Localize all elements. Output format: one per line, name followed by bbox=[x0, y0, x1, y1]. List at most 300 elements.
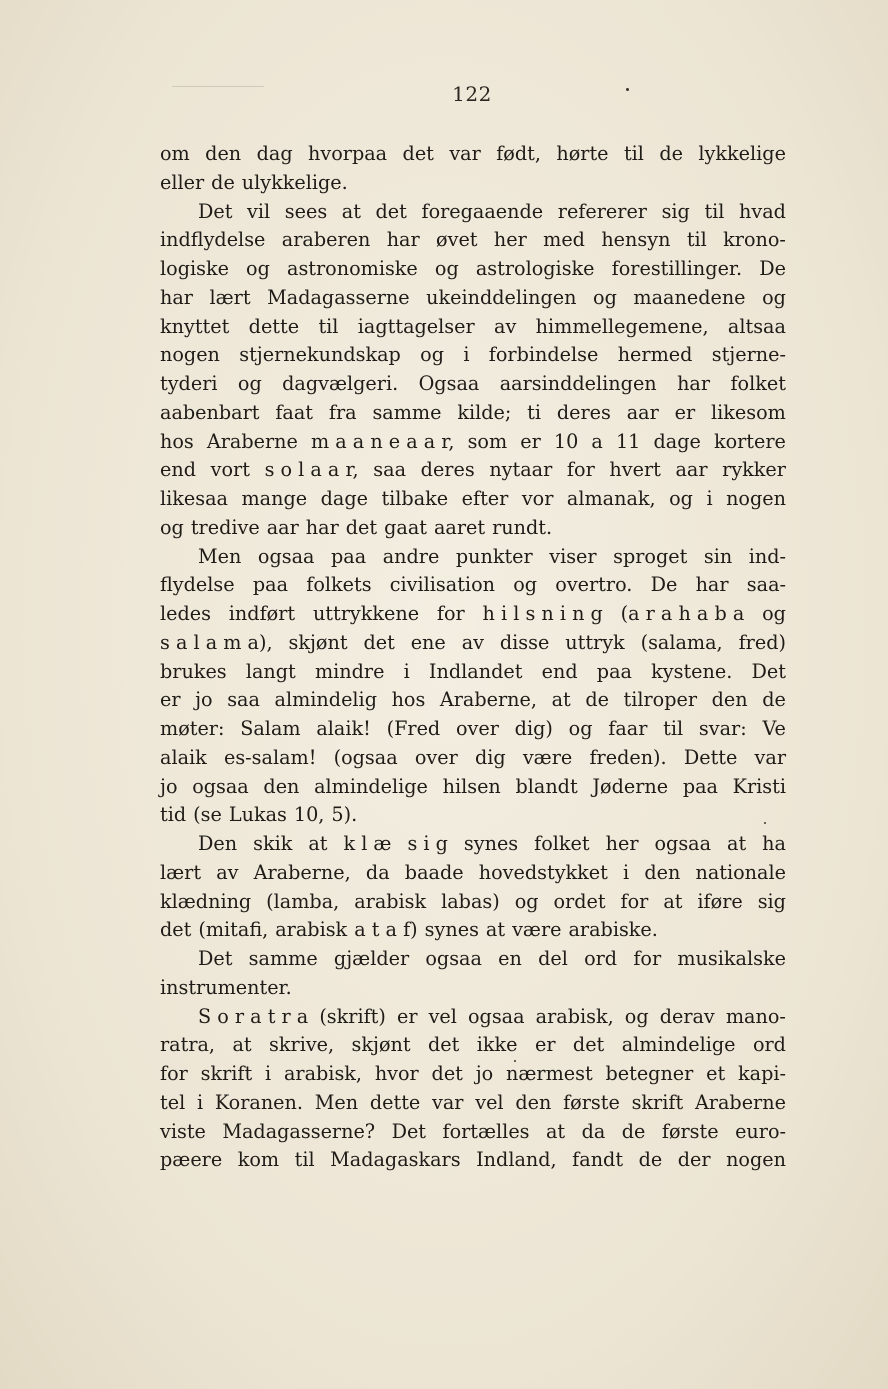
word: til bbox=[663, 717, 684, 740]
word: synes bbox=[463, 832, 519, 855]
text-line bbox=[160, 370, 786, 399]
word: for bbox=[566, 458, 595, 482]
word: skrift bbox=[631, 1090, 684, 1114]
body-text bbox=[160, 140, 786, 1175]
word: De bbox=[650, 573, 678, 597]
word: Madagasserne? bbox=[222, 1119, 376, 1143]
text-line bbox=[160, 744, 786, 773]
word: over bbox=[455, 717, 499, 740]
word: dig bbox=[474, 745, 506, 769]
word: hensyn bbox=[601, 228, 671, 252]
word: disse bbox=[499, 630, 550, 654]
word: faat bbox=[275, 400, 314, 424]
word: logiske bbox=[160, 257, 229, 280]
word: klædning bbox=[160, 889, 252, 913]
word: hos bbox=[160, 429, 194, 453]
word: det bbox=[345, 515, 378, 539]
text-line bbox=[160, 830, 786, 859]
word: lykkelige bbox=[698, 142, 786, 165]
word: ukeinddelingen bbox=[426, 285, 577, 309]
word: dig) bbox=[514, 717, 553, 740]
word: av bbox=[216, 860, 239, 884]
text-line bbox=[160, 1118, 786, 1147]
word: blandt bbox=[515, 774, 578, 798]
word: hovedstykket bbox=[478, 860, 608, 884]
text-line bbox=[160, 543, 786, 572]
word: aabenbart bbox=[160, 400, 260, 424]
word: og bbox=[237, 372, 262, 395]
word: stjernekundskap bbox=[239, 343, 401, 367]
word: i bbox=[623, 860, 630, 884]
word: kortere bbox=[713, 429, 786, 453]
word: brukes bbox=[160, 659, 227, 683]
word: Araberne bbox=[694, 1090, 786, 1114]
word: møter: bbox=[160, 717, 225, 740]
text-line bbox=[160, 226, 786, 255]
word: paa bbox=[252, 573, 289, 597]
word: det bbox=[431, 1062, 463, 1085]
word: tid bbox=[160, 803, 187, 827]
word: tilroper bbox=[623, 688, 698, 712]
word: tilbake bbox=[381, 487, 449, 510]
word: dag bbox=[256, 142, 293, 165]
word: da bbox=[581, 1119, 606, 1143]
text-line bbox=[160, 658, 786, 687]
word: Lukas bbox=[228, 803, 287, 827]
word: k l æ bbox=[343, 832, 392, 855]
word: almindelige bbox=[314, 774, 428, 798]
word: skrive, bbox=[269, 1033, 335, 1057]
word: Madagaskars bbox=[330, 1148, 461, 1172]
word: jo bbox=[160, 774, 178, 798]
word: knyttet bbox=[160, 314, 230, 338]
word: del bbox=[538, 947, 568, 970]
word: S o r a t r a bbox=[198, 1004, 309, 1028]
word: astronomiske bbox=[287, 257, 418, 280]
word: (ogsaa bbox=[333, 745, 398, 769]
word: de bbox=[211, 170, 235, 194]
word: krono- bbox=[723, 228, 786, 252]
word: med bbox=[543, 228, 585, 252]
word: nationale bbox=[695, 860, 786, 884]
word: forbindelse bbox=[488, 343, 599, 367]
text-line bbox=[160, 1031, 786, 1060]
word: freden). bbox=[589, 745, 667, 769]
word: og bbox=[513, 573, 538, 597]
word: fortælles bbox=[442, 1119, 530, 1143]
word: da bbox=[365, 860, 390, 884]
text-line bbox=[160, 485, 786, 514]
word: tel bbox=[160, 1090, 186, 1114]
word: almindelige bbox=[621, 1033, 736, 1057]
word: ogsaa bbox=[654, 832, 712, 855]
word: arabisk, bbox=[283, 1062, 363, 1085]
word: 5). bbox=[331, 803, 358, 827]
word: samme bbox=[372, 400, 442, 424]
text-line bbox=[160, 1060, 786, 1089]
word: jo bbox=[195, 688, 213, 712]
word: deres bbox=[420, 458, 475, 482]
word: og bbox=[762, 285, 786, 309]
word: over bbox=[414, 745, 458, 769]
word: nogen bbox=[160, 343, 220, 367]
word: de bbox=[621, 1119, 646, 1143]
word: baade bbox=[404, 860, 464, 884]
word: og bbox=[434, 257, 459, 280]
word: forestillinger. bbox=[611, 257, 743, 280]
word: nærmest bbox=[506, 1062, 593, 1085]
word: instrumenter. bbox=[160, 975, 292, 999]
word: vort bbox=[210, 458, 250, 482]
word: den bbox=[711, 688, 748, 712]
word: hilsen bbox=[442, 774, 501, 798]
word: den bbox=[515, 1090, 552, 1114]
word: i bbox=[265, 1062, 272, 1085]
word: arabisk, bbox=[535, 1004, 614, 1028]
word: og bbox=[420, 343, 444, 367]
word: ledes bbox=[160, 602, 211, 625]
word: synes bbox=[424, 918, 479, 942]
word: ha bbox=[762, 832, 786, 855]
word: ulykkelige. bbox=[241, 170, 348, 194]
word: har bbox=[386, 228, 420, 252]
word: dette bbox=[369, 1090, 421, 1114]
word: De bbox=[759, 257, 786, 280]
word: til bbox=[294, 1148, 315, 1172]
word: sees bbox=[284, 199, 328, 223]
word: saa bbox=[227, 688, 260, 712]
text-line bbox=[160, 600, 786, 629]
word: her bbox=[605, 832, 639, 855]
word: til bbox=[318, 314, 339, 338]
word: folket bbox=[534, 832, 590, 855]
word: den bbox=[205, 142, 242, 165]
word: (a r a h a b a bbox=[620, 602, 745, 625]
word: hermed bbox=[617, 343, 693, 367]
word: (skrift) bbox=[319, 1004, 386, 1028]
text-line bbox=[160, 1003, 786, 1032]
word: vel bbox=[475, 1090, 504, 1114]
word: indført bbox=[228, 602, 296, 625]
text-line bbox=[160, 1146, 786, 1175]
word: end bbox=[160, 458, 196, 482]
word: hørte bbox=[556, 142, 609, 165]
word: til bbox=[623, 142, 644, 165]
word: indflydelse bbox=[160, 228, 266, 252]
word: at bbox=[663, 889, 683, 913]
word: arabisk bbox=[354, 889, 427, 913]
word: i bbox=[196, 1090, 204, 1114]
word: Indlandet bbox=[428, 659, 523, 683]
text-line bbox=[160, 399, 786, 428]
word: 11 bbox=[615, 429, 641, 453]
word: Araberne, bbox=[253, 860, 351, 884]
word: de bbox=[762, 688, 786, 712]
word: altsaa bbox=[727, 314, 786, 338]
word: likesaa bbox=[160, 487, 228, 510]
text-line bbox=[160, 801, 786, 830]
word: i bbox=[706, 487, 713, 510]
text-line bbox=[160, 629, 786, 658]
word: fra bbox=[328, 400, 357, 424]
word: første bbox=[661, 1119, 719, 1143]
word: Salam bbox=[240, 717, 301, 740]
word: ogsaa bbox=[468, 1004, 525, 1028]
word: Madagasserne bbox=[267, 285, 410, 309]
word: gjælder bbox=[333, 947, 410, 970]
word: arabisk bbox=[275, 918, 348, 942]
word: og bbox=[246, 257, 270, 280]
word: langt bbox=[245, 659, 296, 683]
text-line bbox=[160, 428, 786, 457]
word: paa bbox=[682, 774, 718, 798]
word: Indland, bbox=[476, 1148, 557, 1172]
word: til bbox=[704, 199, 725, 223]
word: Araberne bbox=[206, 429, 298, 453]
word: til bbox=[686, 228, 707, 252]
text-line bbox=[160, 284, 786, 313]
word: dagvælgeri. bbox=[282, 372, 399, 395]
word: 10, bbox=[293, 803, 325, 827]
word: musikalske bbox=[677, 947, 786, 970]
word: uttryk bbox=[565, 630, 625, 654]
word: at bbox=[232, 1033, 252, 1057]
word: sig bbox=[661, 199, 690, 223]
word: Men bbox=[314, 1090, 359, 1114]
word: s i g bbox=[407, 832, 448, 855]
word: første bbox=[563, 1090, 620, 1114]
word: aar bbox=[266, 515, 299, 539]
word: ti bbox=[527, 400, 542, 424]
word: de bbox=[638, 1148, 663, 1172]
word: paa bbox=[330, 544, 367, 568]
word: hvad bbox=[739, 199, 786, 223]
word: har bbox=[160, 285, 193, 309]
word: mindre bbox=[314, 659, 385, 683]
word: kystene. bbox=[651, 659, 733, 683]
word: har bbox=[305, 515, 339, 539]
word: foregaaende bbox=[421, 199, 544, 223]
word: mano- bbox=[725, 1004, 786, 1028]
word: var bbox=[754, 745, 786, 769]
word: ikke bbox=[476, 1033, 518, 1057]
word: og bbox=[762, 602, 786, 625]
word: det bbox=[572, 1033, 605, 1057]
word: de bbox=[659, 142, 683, 165]
word: hvorpaa bbox=[308, 142, 388, 165]
word: og bbox=[514, 889, 539, 913]
word: s o l a a r, bbox=[264, 458, 359, 482]
word: fandt bbox=[572, 1148, 624, 1172]
word: skjønt bbox=[288, 630, 348, 654]
word: at bbox=[485, 918, 506, 942]
word: vel bbox=[428, 1004, 457, 1028]
word: aarsinddelingen bbox=[499, 372, 657, 395]
word: overtro. bbox=[555, 573, 633, 597]
word: Koranen. bbox=[214, 1090, 303, 1114]
text-line bbox=[160, 514, 786, 543]
word: a t a f) bbox=[354, 918, 418, 942]
word: at bbox=[308, 832, 328, 855]
word: andre bbox=[382, 544, 440, 568]
page-number: 122 bbox=[452, 82, 492, 106]
word: aar bbox=[626, 400, 659, 424]
word: hos bbox=[391, 688, 426, 712]
word: det bbox=[375, 199, 407, 223]
word: kapi- bbox=[738, 1062, 786, 1085]
text-line bbox=[160, 198, 786, 227]
text-line bbox=[160, 571, 786, 600]
text-line bbox=[160, 945, 786, 974]
word: ene bbox=[410, 630, 446, 654]
word: pæere bbox=[160, 1148, 223, 1172]
word: saa bbox=[373, 458, 407, 482]
text-line bbox=[160, 974, 786, 1003]
word: Dette bbox=[683, 745, 738, 769]
word: for bbox=[633, 947, 662, 970]
word: av bbox=[461, 630, 484, 654]
word: nogen bbox=[726, 487, 786, 510]
word: født, bbox=[496, 142, 541, 165]
word: lært bbox=[209, 285, 251, 309]
word: betegner bbox=[605, 1062, 694, 1085]
word: hvert bbox=[609, 458, 661, 482]
word: end bbox=[541, 659, 578, 683]
word: civilisation bbox=[389, 573, 495, 597]
word: sin bbox=[703, 544, 733, 568]
text-line bbox=[160, 255, 786, 284]
word: aar bbox=[675, 458, 708, 482]
word: ogsaa bbox=[192, 774, 249, 798]
word: (Fred bbox=[386, 717, 441, 740]
word: flydelse bbox=[160, 573, 235, 597]
word: Det bbox=[198, 947, 233, 970]
word: m a a n e a a r, bbox=[310, 429, 455, 453]
word: de bbox=[585, 688, 609, 712]
word: alaik! bbox=[316, 717, 371, 740]
word: ord bbox=[752, 1033, 786, 1057]
word: s a l a m a), bbox=[160, 630, 273, 654]
word: i bbox=[403, 659, 410, 683]
word: dage bbox=[653, 429, 701, 453]
word: jo bbox=[475, 1062, 494, 1085]
word: nytaar bbox=[489, 458, 553, 482]
word: Den bbox=[198, 832, 238, 855]
word: fred) bbox=[738, 630, 786, 654]
text-line bbox=[160, 456, 786, 485]
word: og bbox=[160, 515, 184, 539]
text-line bbox=[160, 888, 786, 917]
word: et bbox=[706, 1062, 726, 1085]
word: at bbox=[727, 832, 747, 855]
word: folket bbox=[730, 372, 786, 395]
word: almanak, bbox=[566, 487, 656, 510]
word: deres bbox=[556, 400, 611, 424]
word: skjønt bbox=[351, 1033, 411, 1057]
word: en bbox=[498, 947, 522, 970]
word: sproget bbox=[613, 544, 688, 568]
text-line bbox=[160, 313, 786, 342]
word: (salama, bbox=[640, 630, 723, 654]
word: ogsaa bbox=[425, 947, 482, 970]
word: vor bbox=[521, 487, 554, 510]
word: være bbox=[512, 918, 562, 942]
word: der bbox=[677, 1148, 711, 1172]
word: samme bbox=[248, 947, 318, 970]
word: likesom bbox=[711, 400, 786, 424]
word: har bbox=[677, 372, 711, 395]
word: refererer bbox=[557, 199, 647, 223]
text-line bbox=[160, 341, 786, 370]
word: astrologiske bbox=[475, 257, 595, 280]
word: derav bbox=[659, 1004, 715, 1028]
text-line bbox=[160, 916, 786, 945]
word: er bbox=[534, 1033, 556, 1057]
word: (lamba, bbox=[266, 889, 340, 913]
word: Araberne, bbox=[439, 688, 537, 712]
word: mange bbox=[241, 487, 308, 510]
word: det bbox=[428, 1033, 460, 1057]
word: viser bbox=[549, 544, 597, 568]
word: iagttagelser bbox=[357, 314, 475, 338]
word: svar: bbox=[698, 717, 747, 740]
word: rykker bbox=[722, 458, 786, 482]
word: gaat bbox=[384, 515, 427, 539]
word: i bbox=[463, 343, 470, 367]
word: det bbox=[160, 918, 192, 942]
word: vil bbox=[247, 199, 271, 223]
word: var bbox=[432, 1090, 464, 1114]
word: om bbox=[160, 142, 190, 165]
word: dage bbox=[320, 487, 368, 510]
word: efter bbox=[461, 487, 509, 510]
word: skrift bbox=[200, 1062, 253, 1085]
word: lært bbox=[160, 860, 202, 884]
word: maanedene bbox=[633, 285, 746, 309]
word: ratra, bbox=[160, 1033, 216, 1057]
word: rundt. bbox=[492, 515, 553, 539]
word: stjerne- bbox=[711, 343, 786, 367]
word: ogsaa bbox=[257, 544, 315, 568]
word: tyderi bbox=[160, 372, 218, 395]
word: (se bbox=[193, 803, 222, 827]
word: øvet bbox=[436, 228, 478, 252]
word: at bbox=[341, 199, 361, 223]
word: for bbox=[160, 1062, 188, 1085]
word: es-salam! bbox=[223, 745, 317, 769]
text-line bbox=[160, 715, 786, 744]
word: iføre bbox=[697, 889, 743, 913]
word: er bbox=[396, 1004, 418, 1028]
word: og bbox=[593, 285, 617, 309]
text-line bbox=[160, 686, 786, 715]
word: for bbox=[620, 889, 649, 913]
word: tredive bbox=[190, 515, 260, 539]
word: araberen bbox=[281, 228, 371, 252]
word: nogen bbox=[726, 1148, 786, 1172]
word: viste bbox=[160, 1119, 206, 1143]
word: kilde; bbox=[457, 400, 512, 424]
word: Jøderne bbox=[592, 774, 669, 798]
word: det bbox=[363, 630, 395, 654]
word: labas) bbox=[441, 889, 500, 913]
word: er bbox=[674, 400, 696, 424]
word: den bbox=[644, 860, 681, 884]
text-line bbox=[160, 859, 786, 888]
word: som bbox=[467, 429, 508, 453]
word: Ogsaa bbox=[418, 372, 480, 395]
word: og bbox=[568, 717, 593, 740]
